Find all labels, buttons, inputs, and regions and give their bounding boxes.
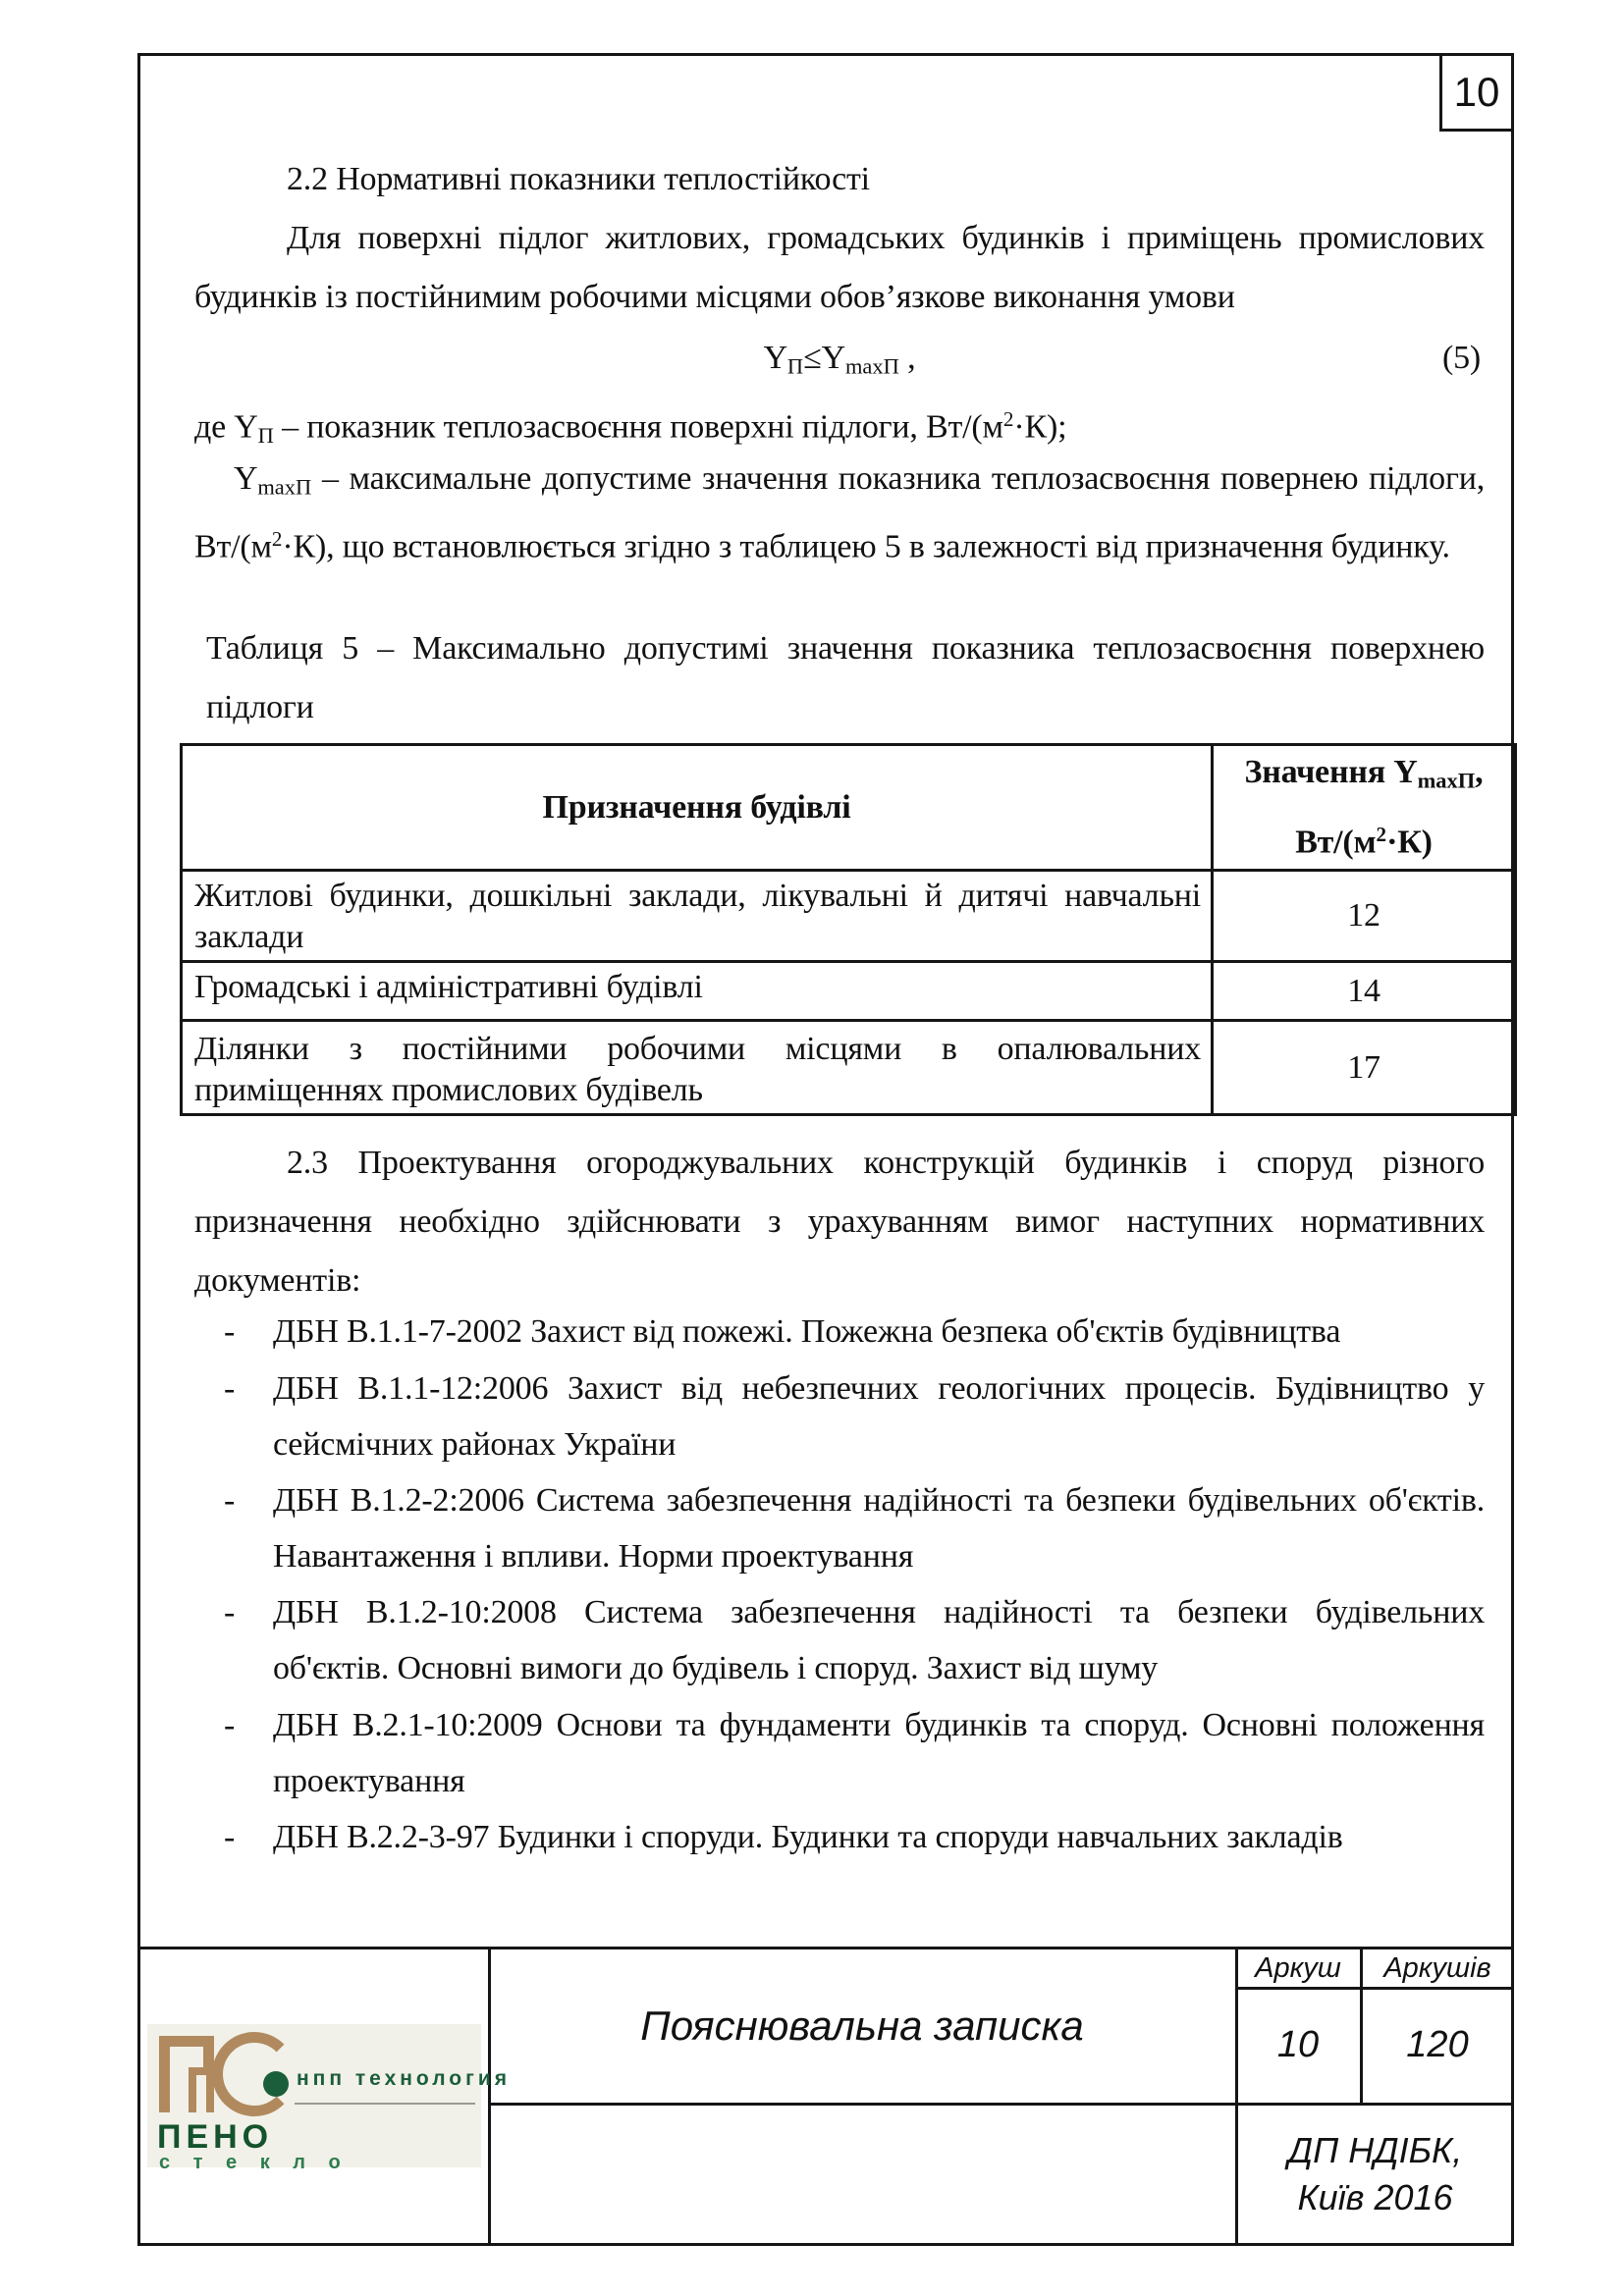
- logo-company-name: нпп технология: [297, 2067, 512, 2090]
- table-row: Житлові будинки, дошкільні заклади, лікувальні й дитячі навчальні заклади 12: [182, 871, 1516, 962]
- formula-line: [194, 334, 1485, 383]
- formula: $Y_П\le Y_{maxП}$ ,: [763, 340, 916, 379]
- page-number: 10: [1453, 69, 1500, 115]
- table-row: Ділянки з постійними робочими місцями в опалювальних приміщеннях промислових будівель 17: [182, 1021, 1516, 1115]
- list-item: - ДБН В.1.1-7-2002 Захист від пожежі. Пожежна безпека об'єктів будівництва: [194, 1308, 1485, 1357]
- definition-line: $Вт/(м^2\cdot К)$, що встановлюється згідно з таблицею 5 в залежності від призначення будинку.: [194, 527, 1450, 565]
- table-caption-line2: підлоги: [206, 689, 314, 725]
- organization-cell: [1238, 2106, 1512, 2243]
- list-item: - ДБН В.2.1-10:2009 Основи та фундаменти будинків та споруд. Основні положення: [194, 1701, 1485, 1750]
- page-number-box: [1439, 53, 1514, 132]
- section-2-3-line: документів:: [194, 1262, 361, 1299]
- logo-dot: [263, 2071, 289, 2097]
- logo-brand-top: ПЕНО: [157, 2118, 274, 2156]
- section-2-3-line: призначення необхідно здійснювати з урахуванням вимог наступних нормативних: [194, 1203, 1485, 1240]
- list-item-continuation: сейсмічних районах України: [273, 1426, 677, 1463]
- list-item: - ДБН В.1.2-2:2006 Система забезпечення надійності та безпеки будівельних об'єктів.: [194, 1476, 1485, 1525]
- logo-p-inner-shape: [189, 2067, 214, 2112]
- organization-line: ДП НДІБК,: [1287, 2130, 1463, 2170]
- sheet-label: Аркуш: [1255, 1951, 1341, 1984]
- sheets-label: Аркушів: [1383, 1951, 1491, 1984]
- table-header-purpose: Призначення будівлі: [182, 745, 1213, 871]
- list-dash: -: [224, 1370, 236, 1407]
- paragraph-line: будинків із постійнимим робочими місцями обов’язкове виконання умови: [194, 279, 1235, 315]
- table-value: 17: [1213, 1021, 1516, 1115]
- logo-brand-bottom: с т е к л о: [159, 2152, 350, 2173]
- list-dash: -: [224, 1819, 236, 1855]
- list-item: - ДБН В.1.1-12:2006 Захист від небезпечних геологічних процесів. Будівництво у: [194, 1364, 1485, 1414]
- list-dash: -: [224, 1313, 236, 1350]
- definition-line: $Y_{maxП}$ – максимальне допустиме значення показника теплозасвоєння повернею підлоги,: [234, 460, 1485, 500]
- list-dash: -: [224, 1707, 236, 1743]
- organization-line: Київ 2016: [1297, 2177, 1453, 2217]
- list-item: - ДБН В.2.2-3-97 Будинки і споруди. Будинки та споруди навчальних закладів: [194, 1813, 1485, 1862]
- footer-top-border: [137, 1947, 1514, 1949]
- table-value: 14: [1213, 962, 1516, 1021]
- list-item: - ДБН В.1.2-10:2008 Система забезпечення надійності та безпеки будівельних: [194, 1588, 1485, 1637]
- document-title: Пояснювальна записка: [640, 2002, 1084, 2049]
- table-value: 12: [1213, 871, 1516, 962]
- list-dash: -: [224, 1594, 236, 1630]
- definition-line: де $Y_П$ – показник теплозасвоєння поверхні підлоги, $Вт/(м^2\cdot К)$;: [194, 407, 1067, 449]
- logo-underline: [295, 2103, 475, 2105]
- paragraph-line: Для поверхні підлог житлових, громадських будинків і приміщень промислових: [287, 220, 1485, 256]
- list-item-continuation: проектування: [273, 1763, 465, 1799]
- company-logo: [147, 2024, 512, 2173]
- list-item-continuation: Навантаження і впливи. Норми проектування: [273, 1538, 914, 1575]
- equation-number: (5): [1441, 340, 1481, 376]
- list-item-continuation: об'єктів. Основні вимоги до будівель і споруд. Захист від шуму: [273, 1650, 1159, 1686]
- table-5: [180, 743, 1517, 1116]
- table-caption: Таблиця 5 – Максимально допустимі значення показника теплозасвоєння поверхнею: [206, 630, 1485, 667]
- section-2-2-heading: 2.2 Нормативні показники теплостійкості: [287, 161, 870, 197]
- table-row: Громадські і адміністративні будівлі 14: [182, 962, 1516, 1021]
- sheet-number: 10: [1276, 2024, 1320, 2065]
- section-2-3-line: 2.3 Проектування огороджувальних конструкцій будинків і споруд різного: [287, 1145, 1485, 1181]
- sheets-total: 120: [1406, 2024, 1469, 2065]
- list-dash: -: [224, 1482, 236, 1519]
- table-header-value: Значення $Y_{maxП}$, $Вт/(м^2\cdot К)$: [1213, 745, 1516, 871]
